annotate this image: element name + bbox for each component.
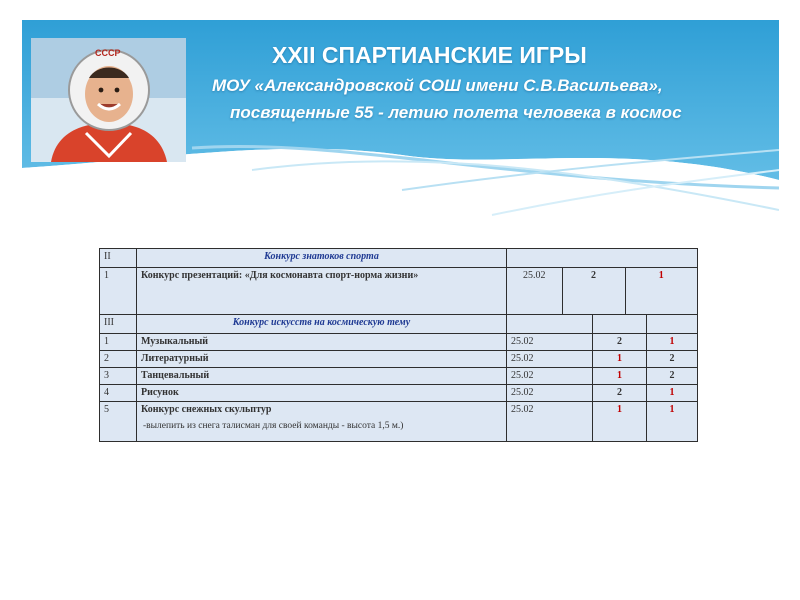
row-score-b: 2	[647, 351, 698, 368]
page-subtitle-line2: посвященные 55 - летию полета человека в космос	[230, 103, 682, 122]
row-score-a: 2	[593, 385, 647, 402]
row-date: 25.02	[507, 351, 593, 368]
row-name: Музыкальный	[137, 334, 507, 351]
table-row	[100, 385, 698, 402]
row-date: 25.02	[507, 334, 593, 351]
row-date: 25.02	[507, 368, 593, 385]
section-title: Конкурс искусств на космическую тему	[137, 315, 507, 334]
results-table	[99, 248, 698, 316]
empty-cell	[507, 249, 698, 268]
row-date: 25.02	[507, 385, 593, 402]
table-row	[100, 334, 698, 351]
row-number: 1	[100, 268, 137, 316]
row-number: 2	[100, 351, 137, 368]
row-score-a: 1	[593, 402, 647, 442]
row-number: 1	[100, 334, 137, 351]
section-number: II	[100, 249, 137, 268]
row-score-b: 1	[647, 385, 698, 402]
row-name: Рисунок	[137, 385, 507, 402]
row-score-b: 2	[647, 368, 698, 385]
row-values	[507, 268, 698, 316]
row-score-b: 1	[647, 402, 698, 442]
row-score-a: 2	[593, 334, 647, 351]
page-subtitle-line1: МОУ «Александровской СОШ имени С.В.Васильева»,	[212, 76, 663, 95]
table-row	[100, 268, 698, 316]
svg-text:СССР: СССР	[95, 48, 121, 58]
section-number: III	[100, 315, 137, 334]
section-row	[100, 249, 698, 268]
section-row	[100, 315, 698, 334]
row-date: 25.02	[507, 402, 593, 442]
table-row	[100, 351, 698, 368]
row-score-b: 1	[625, 268, 697, 315]
section-title: Конкурс знатоков спорта	[137, 249, 507, 268]
empty-cell	[593, 315, 647, 334]
header-banner	[22, 20, 779, 230]
row-name-cell	[137, 402, 507, 442]
row-score-a: 2	[562, 268, 625, 315]
row-name: Литературный	[137, 351, 507, 368]
table-row	[100, 402, 698, 442]
row-date: 25.02	[523, 270, 546, 281]
row-name: Танцевальный	[137, 368, 507, 385]
page-title: XXII СПАРТИАНСКИЕ ИГРЫ	[272, 42, 587, 68]
row-score-a: 1	[593, 368, 647, 385]
results-table-section3	[99, 314, 698, 442]
row-score-b: 1	[647, 334, 698, 351]
row-number: 5	[100, 402, 137, 442]
row-note: -вылепить из снега талисман для своей команды - высота 1,5 м.)	[143, 421, 404, 431]
row-score-a: 1	[593, 351, 647, 368]
cosmonaut-portrait-icon	[31, 38, 186, 162]
row-number: 3	[100, 368, 137, 385]
empty-cell	[507, 315, 593, 334]
row-name: Конкурс снежных скульптур	[141, 404, 272, 415]
row-name: Конкурс презентаций: «Для космонавта спорт-норма жизни»	[137, 268, 507, 316]
empty-cell	[647, 315, 698, 334]
table-row	[100, 368, 698, 385]
row-number: 4	[100, 385, 137, 402]
